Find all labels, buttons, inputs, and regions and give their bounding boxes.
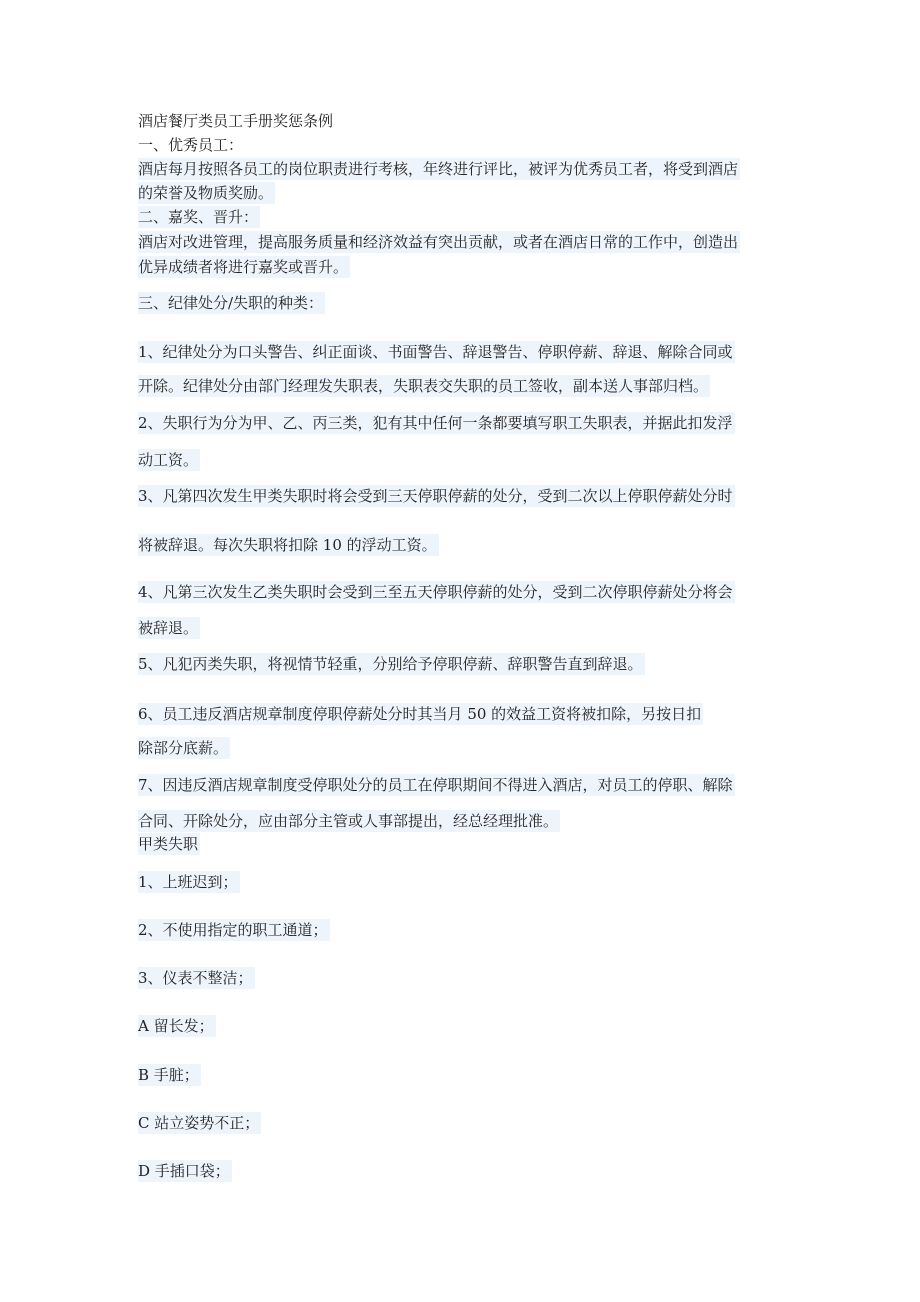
paragraph-line: 优异成绩者将进行嘉奖或晋升。: [138, 258, 349, 276]
list-item-line: 被辞退。: [138, 619, 199, 637]
section-heading-category-a: 甲类失职: [138, 835, 199, 853]
list-item: 1、上班迟到；: [138, 873, 238, 891]
list-item-line: 7、因违反酒店规章制度受停职处分的员工在停职期间不得进入酒店，对员工的停职、解除: [138, 776, 733, 794]
list-item: A 留长发；: [138, 1017, 214, 1035]
list-item-line: 除部分底薪。: [138, 739, 229, 757]
list-item-line: 将被辞退。每次失职将扣除 10 的浮动工资。: [138, 536, 437, 554]
list-item-line: 动工资。: [138, 451, 199, 469]
section-heading-discipline: 三、纪律处分/失职的种类：: [138, 294, 324, 312]
section-heading-reward-promotion: 二、嘉奖、晋升：: [138, 208, 259, 226]
paragraph-line: 的荣誉及物质奖励。: [138, 184, 274, 202]
list-item-line: 3、凡第四次发生甲类失职时将会受到三天停职停薪的处分，受到二次以上停职停薪处分时: [138, 487, 733, 505]
list-item-line: 合同、开除处分，应由部分主管或人事部提出，经总经理批准。: [138, 812, 559, 830]
list-item: B 手脏；: [138, 1066, 199, 1084]
list-item-line: 6、员工违反酒店规章制度停职停薪处分时其当月 50 的效益工资将被扣除，另按日扣: [138, 705, 702, 723]
paragraph-line: 酒店对改进管理，提高服务质量和经济效益有突出贡献，或者在酒店日常的工作中，创造出: [138, 233, 739, 251]
document-title: 酒店餐厅类员工手册奖惩条例: [138, 112, 334, 130]
list-item-line: 1、纪律处分为口头警告、纠正面谈、书面警告、辞退警告、停职停薪、辞退、解除合同或: [138, 343, 733, 361]
list-item-line: 5、凡犯丙类失职，将视情节轻重，分别给予停职停薪、辞职警告直到辞退。: [138, 655, 643, 673]
section-heading-excellent-staff: 一、优秀员工：: [138, 136, 244, 154]
list-item: 3、仪表不整洁；: [138, 969, 253, 987]
list-item-line: 2、失职行为分为甲、乙、丙三类，犯有其中任何一条都要填写职工失职表，并据此扣发浮: [138, 414, 733, 432]
list-item: D 手插口袋；: [138, 1162, 230, 1180]
list-item-line: 4、凡第三次发生乙类失职时会受到三至五天停职停薪的处分，受到二次停职停薪处分将会: [138, 583, 733, 601]
list-item-line: 开除。纪律处分由部门经理发失职表，失职表交失职的员工签收，副本送人事部归档。: [138, 377, 709, 395]
paragraph-line: 酒店每月按照各员工的岗位职责进行考核，年终进行评比，被评为优秀员工者，将受到酒店: [138, 160, 739, 178]
list-item: 2、不使用指定的职工通道；: [138, 921, 328, 939]
list-item: C 站立姿势不正；: [138, 1114, 260, 1132]
